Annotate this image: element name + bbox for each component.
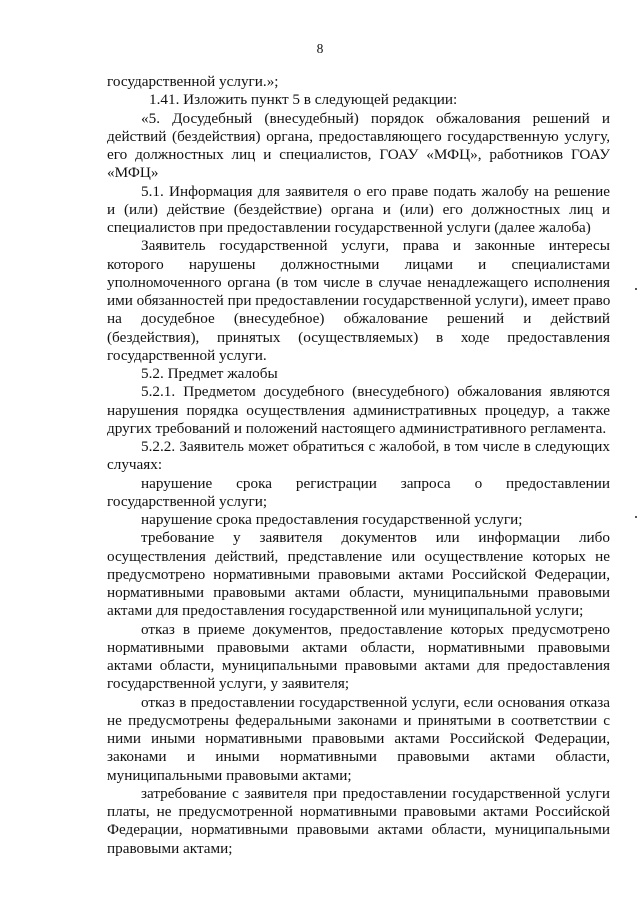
text-line: нарушения порядка осуществления административных процедур, а также (107, 401, 610, 419)
text-line: 5.2. Предмет жалобы (141, 365, 278, 382)
text-line: отказ в приеме документов, предоставление которых предусмотрено (141, 620, 610, 638)
text-line: платы, не предусмотренной нормативными правовыми актами Российской (107, 803, 610, 820)
text-line: уполномоченного органа (в том числе в случае ненадлежащего исполнения (107, 273, 610, 291)
text-line: затребование с заявителя при предоставлении государственной услуги (141, 784, 610, 802)
scan-mark (635, 516, 637, 518)
text-line: случаях: (107, 456, 163, 474)
text-line: осуществления действий, представление или осуществление которых не (107, 547, 610, 565)
text-line: предусмотрено нормативными правовыми актами Российской Федерации, (107, 565, 610, 583)
text-line: Федерации, нормативными правовыми актами области, муниципальными (107, 821, 610, 839)
text-line: ими обязанностей при предоставлении государственной услуги), имеет право (107, 292, 611, 309)
text-line: не предусмотрены федеральными законами и принятыми в соответствии с (107, 711, 610, 729)
text-line: государственной услуги, у заявителя; (107, 675, 350, 693)
text-line: на досудебное (внесудебное) обжалование решений и действий (107, 310, 610, 328)
text-line: государственной услуги.»; (107, 73, 279, 90)
text-line: отказ в предоставлении государственной услуги, если основания отказа (141, 693, 610, 711)
text-line: 1.41. Изложить пункт 5 в следующей редакции: (149, 91, 458, 109)
text-line: правовыми актами; (107, 839, 233, 857)
text-line: законами и иными нормативными правовыми актами области, (107, 748, 610, 766)
text-line: специалистов при предоставлении государственной услуги (далее жалоба) (107, 219, 591, 236)
text-line: 5.2.1. Предметом досудебного (внесудебного) обжалования являются (141, 383, 610, 401)
text-line: нормативными правовыми актами области, нормативными правовыми (107, 638, 610, 656)
document-body (107, 73, 610, 858)
text-line: 5.1. Информация для заявителя о его праве подать жалобу на решение (141, 182, 610, 200)
text-line: требование у заявителя документов или информации либо (141, 529, 610, 547)
text-line: его должностных лиц и специалистов, ГОАУ «МФЦ», работников ГОАУ (107, 146, 610, 163)
text-line: ними иными нормативными правовыми актами Российской Федерации, (107, 730, 610, 747)
text-line: нормативными правовыми актами области, муниципальными правовыми (107, 584, 610, 601)
text-line: «МФЦ» (107, 164, 159, 182)
text-line: и (или) действие (бездействие) органа и (или) его должностных лиц и (107, 200, 610, 218)
text-line: других требований и положений настоящего административного регламента. (107, 419, 607, 437)
text-line: нарушение срока регистрации запроса о предоставлении (141, 474, 610, 492)
text-line: Заявитель государственной услуги, права и законные интересы (141, 237, 610, 255)
text-line: нарушение срока предоставления государственной услуги; (141, 511, 523, 528)
text-line: которого нарушены должностными лицами и специалистами (107, 255, 610, 273)
text-line: актами области, муниципальными правовыми актами для предоставления (107, 657, 610, 674)
text-line: актами для предоставления государственной или муниципальной услуги; (107, 602, 584, 620)
text-line: 5.2.2. Заявитель может обратиться с жалобой, в том числе в следующих (141, 438, 610, 455)
page-number: 8 (316, 41, 324, 56)
text-line: действий (бездействия) органа, предоставляющего государственную услугу, (107, 127, 610, 145)
text-line: государственной услуги; (107, 492, 268, 510)
text-line: «5. Досудебный (внесудебный) порядок обжалования решений и (141, 109, 610, 127)
text-line: (бездействия), принятых (осуществляемых) в ходе предоставления (107, 328, 610, 346)
scan-mark (635, 288, 637, 290)
text-line: муниципальными правовыми актами; (107, 766, 352, 784)
text-line: государственной услуги. (107, 346, 267, 364)
